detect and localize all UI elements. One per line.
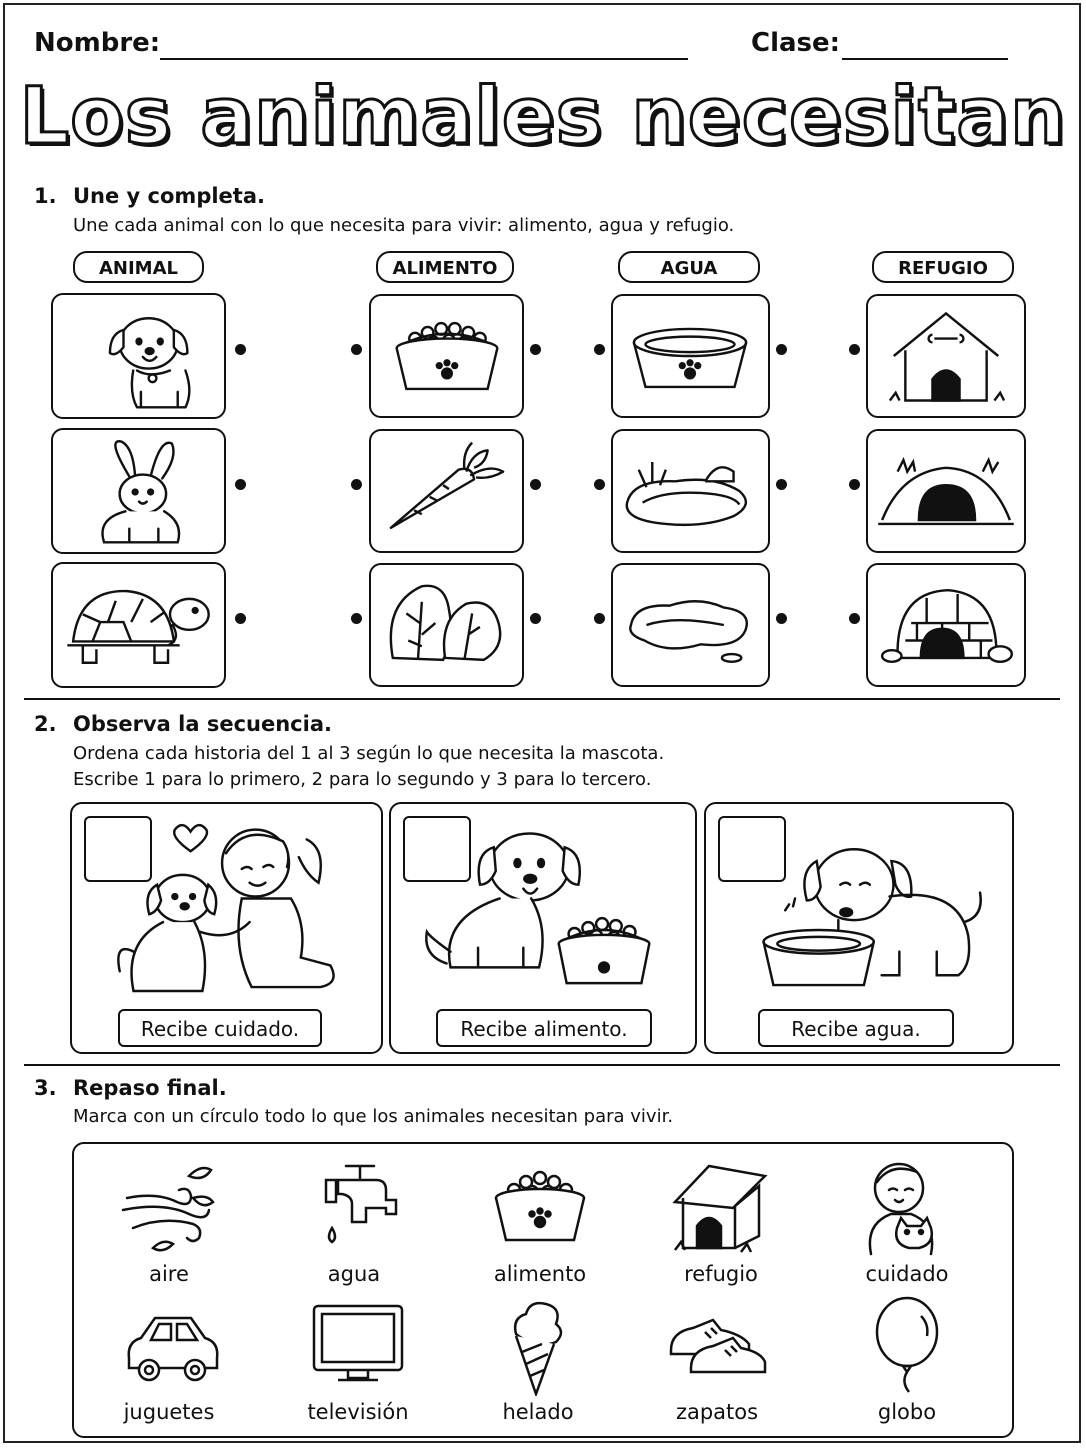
match-dot[interactable]: [235, 344, 246, 355]
pond-icon: [613, 431, 768, 551]
review-label: televisión: [307, 1400, 409, 1424]
match-dot[interactable]: [849, 344, 860, 355]
caption-care: Recibe cuidado.: [118, 1009, 322, 1047]
review-item-water[interactable]: [284, 1158, 424, 1288]
review-item-shelter[interactable]: [651, 1158, 791, 1288]
section1-title: Une y completa.: [73, 184, 265, 208]
name-label: Nombre:: [34, 28, 161, 58]
sequence-panel-food: [389, 802, 697, 1054]
match-dot[interactable]: [530, 613, 541, 624]
animal-card-turtle[interactable]: [51, 562, 226, 688]
section3-instruction: Marca con un círculo todo lo que los animales necesitan para vivir.: [73, 1106, 674, 1127]
section3-number: 3.: [34, 1076, 57, 1100]
match-dot[interactable]: [776, 613, 787, 624]
section2-instruction-1: Ordena cada historia del 1 al 3 según lo que necesita la mascota.: [73, 743, 665, 764]
review-item-care[interactable]: [837, 1158, 977, 1288]
rabbit-icon: [53, 430, 224, 552]
review-item-food[interactable]: [470, 1158, 610, 1288]
review-label: agua: [327, 1262, 381, 1286]
section-divider: [24, 698, 1060, 700]
name-field[interactable]: [160, 58, 688, 60]
section3-title: Repaso final.: [73, 1076, 227, 1100]
shelter-card-doghouse[interactable]: [866, 294, 1026, 418]
match-dot[interactable]: [235, 479, 246, 490]
match-dot[interactable]: [776, 344, 787, 355]
television-icon: [308, 1296, 408, 1396]
sequence-panel-water: [704, 802, 1014, 1054]
toy-car-icon: [119, 1296, 219, 1396]
review-label: juguetes: [123, 1400, 215, 1424]
review-label: helado: [502, 1400, 574, 1424]
section2-number: 2.: [34, 712, 57, 736]
ice-cream-icon: [488, 1296, 588, 1396]
column-header-water: AGUA: [618, 251, 760, 283]
review-item-balloon[interactable]: [837, 1296, 977, 1426]
match-dot[interactable]: [594, 479, 605, 490]
review-label: globo: [877, 1400, 937, 1424]
lettuce-icon: [371, 565, 522, 685]
match-dot[interactable]: [530, 344, 541, 355]
boy-with-cat-icon: [857, 1158, 957, 1258]
water-bowl-icon: [613, 296, 768, 416]
puddle-icon: [613, 565, 768, 685]
match-dot[interactable]: [594, 344, 605, 355]
review-item-toys[interactable]: [99, 1296, 239, 1426]
rock-shelter-icon: [868, 565, 1024, 685]
order-box[interactable]: [84, 816, 152, 882]
review-label: zapatos: [675, 1400, 759, 1424]
doghouse-icon: [868, 296, 1024, 416]
match-dot[interactable]: [351, 479, 362, 490]
dog-icon: [53, 295, 224, 417]
match-dot[interactable]: [849, 613, 860, 624]
review-item-ice-cream[interactable]: [468, 1296, 608, 1426]
caption-food: Recibe alimento.: [436, 1009, 652, 1047]
faucet-icon: [304, 1158, 404, 1258]
order-box[interactable]: [718, 816, 786, 882]
water-card-puddle[interactable]: [611, 563, 770, 687]
animal-card-rabbit[interactable]: [51, 428, 226, 554]
review-label: refugio: [684, 1262, 758, 1286]
match-dot[interactable]: [594, 613, 605, 624]
food-card-bowl[interactable]: [369, 294, 524, 418]
water-card-pond[interactable]: [611, 429, 770, 553]
match-dot[interactable]: [530, 479, 541, 490]
column-header-shelter: REFUGIO: [872, 251, 1014, 283]
column-header-food: ALIMENTO: [376, 251, 514, 283]
review-label: cuidado: [865, 1262, 949, 1286]
match-dot[interactable]: [351, 613, 362, 624]
food-card-carrot[interactable]: [369, 429, 524, 553]
section2-title: Observa la secuencia.: [73, 712, 332, 736]
shelter-card-burrow[interactable]: [866, 429, 1026, 553]
column-header-animal: ANIMAL: [73, 251, 204, 283]
match-dot[interactable]: [776, 479, 787, 490]
match-dot[interactable]: [849, 479, 860, 490]
section-divider: [24, 1064, 1060, 1066]
balloon-icon: [857, 1296, 957, 1396]
shoes-icon: [667, 1296, 767, 1396]
food-card-lettuce[interactable]: [369, 563, 524, 687]
section1-number: 1.: [34, 184, 57, 208]
turtle-icon: [53, 564, 224, 686]
sequence-panel-care: [70, 802, 383, 1054]
order-box[interactable]: [403, 816, 471, 882]
review-label: alimento: [493, 1262, 587, 1286]
review-item-shoes[interactable]: [647, 1296, 787, 1426]
review-label: aire: [149, 1262, 189, 1286]
class-field[interactable]: [842, 58, 1008, 60]
review-item-air[interactable]: [99, 1158, 239, 1288]
section2-instruction-2: Escribe 1 para lo primero, 2 para lo segundo y 3 para lo tercero.: [73, 769, 652, 790]
page-title: Los animales necesitan: [19, 72, 1067, 162]
match-dot[interactable]: [351, 344, 362, 355]
carrot-icon: [371, 431, 522, 551]
doghouse-icon: [671, 1158, 771, 1258]
caption-water: Recibe agua.: [758, 1009, 954, 1047]
match-dot[interactable]: [235, 613, 246, 624]
water-card-bowl[interactable]: [611, 294, 770, 418]
section1-instruction: Une cada animal con lo que necesita para vivir: alimento, agua y refugio.: [73, 215, 735, 236]
wind-icon: [119, 1158, 219, 1258]
food-bowl-icon: [490, 1158, 590, 1258]
food-bowl-icon: [371, 296, 522, 416]
review-item-television[interactable]: [288, 1296, 428, 1426]
shelter-card-rock[interactable]: [866, 563, 1026, 687]
class-label: Clase:: [751, 28, 841, 58]
burrow-icon: [868, 431, 1024, 551]
animal-card-dog[interactable]: [51, 293, 226, 419]
